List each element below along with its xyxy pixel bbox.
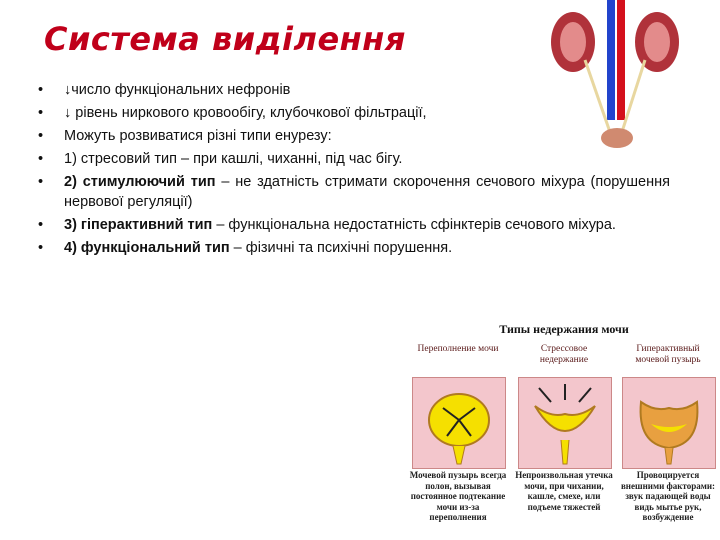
- stress-bladder-illustration: [518, 377, 612, 469]
- bullet-dot-icon: •: [38, 174, 44, 190]
- column-caption-stress: Непроизвольная утечка мочи, при чихании, кашле, смехе, или подъеме тяжестей: [515, 470, 613, 512]
- column-head-overactive: Гиперактивный мочевой пузырь: [635, 344, 701, 365]
- column-head-stress: Стрессовое недержание: [539, 344, 589, 365]
- overactive-bladder-illustration: [622, 377, 716, 469]
- bullet-list: [38, 80, 670, 261]
- bullet-item: • 3) гіперактивний тип – функціональна недостатність сфінктерів сечового міхура.: [38, 217, 616, 233]
- incontinence-types-figure: [408, 322, 720, 540]
- bullet-item: • ↓ рівень ниркового кровообігу, клубочкової фільтрації,: [38, 105, 427, 121]
- bullet-item: • Можуть розвиватися різні типи енурезу:: [38, 128, 332, 144]
- bullet-item: • ↓число функціональних нефронів: [38, 82, 291, 98]
- figure-title: Типы недержания мочи: [499, 322, 629, 336]
- bullet-dot-icon: •: [38, 240, 44, 256]
- bullet-dot-icon: •: [38, 151, 44, 167]
- bullet-dot-icon: •: [38, 217, 44, 233]
- slide-title: Система виділення: [44, 20, 406, 58]
- column-head-overflow: Переполнение мочи: [417, 344, 499, 354]
- overflow-bladder-illustration: [412, 377, 506, 469]
- bullet-dot-icon: •: [38, 105, 44, 121]
- bullet-dot-icon: •: [38, 82, 44, 98]
- bullet-item: • 1) стресовий тип – при кашлі, чиханні, під час бігу.: [38, 151, 403, 167]
- column-caption-overactive: Провоцируется внешними факторами: звук падающей воды видь мытье рук, возбуждение: [620, 470, 716, 522]
- bullet-dot-icon: •: [38, 128, 44, 144]
- column-caption-overflow: Мочевой пузырь всегда полон, вызывая постоянное подтекание мочи из-за переполнения: [409, 470, 507, 522]
- bullet-item: • 4) функціональний тип – фізичні та психічні порушення.: [38, 240, 453, 256]
- bullet-item: • 2) стимулюючий тип – не здатність стримати скорочення сечового міхура (порушення нервової регуляції): [38, 174, 670, 210]
